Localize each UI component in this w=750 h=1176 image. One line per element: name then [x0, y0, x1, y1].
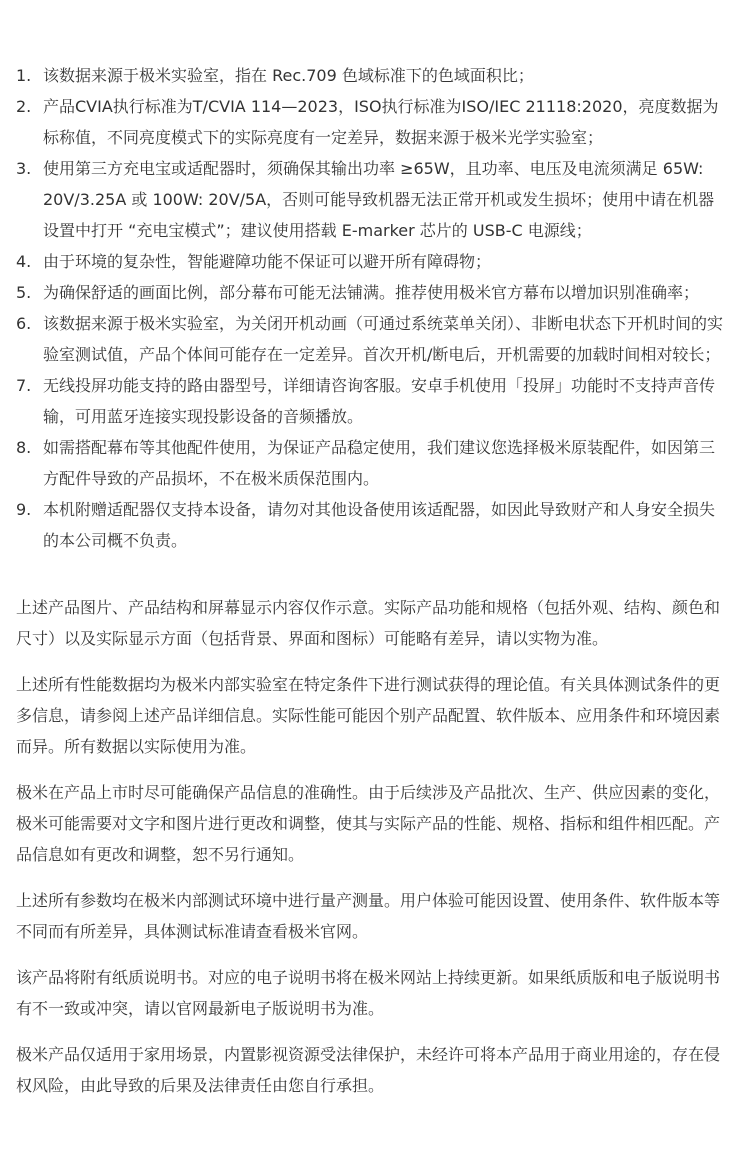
footnote-item	[16, 494, 728, 556]
footnote-text: 为确保舒适的画面比例，部分幕布可能无法铺满。推荐使用极米官方幕布以增加识别准确率；	[43, 283, 700, 302]
footnote-text: 产品CVIA执行标准为T/CVIA 114—2023，ISO执行标准为ISO/IEC 21118:2020，亮度数据为标称值，不同亮度模式下的实际亮度有一定差异，数据来源于极米光学实验室；	[43, 97, 719, 147]
footnote-item	[16, 277, 728, 308]
footnote-text: 如需搭配幕布等其他配件使用，为保证产品稳定使用，我们建议您选择极米原装配件，如因第三方配件导致的产品损坏，不在极米质保范围内。	[43, 438, 716, 488]
disclaimer-paragraph: 上述所有性能数据均为极米内部实验室在特定条件下进行测试获得的理论值。有关具体测试条件的更多信息，请参阅上述产品详细信息。实际性能可能因个别产品配置、软件版本、应用条件和环境因素而异。所有数据以实际使用为准。	[16, 675, 721, 756]
footnote-number: 8.	[16, 438, 32, 457]
footnote-number: 5.	[16, 283, 32, 302]
footnote-text: 该数据来源于极米实验室，指在 Rec.709 色域标准下的色域面积比；	[43, 66, 534, 85]
footnote-item	[16, 308, 728, 370]
footnote-number: 1.	[16, 66, 32, 85]
footnote-number: 2.	[16, 97, 32, 116]
disclaimer-paragraph: 上述产品图片、产品结构和屏幕显示内容仅作示意。实际产品功能和规格（包括外观、结构、颜色和尺寸）以及实际显示方面（包括背景、界面和图标）可能略有差异，请以实物为准。	[16, 598, 721, 648]
disclaimer-paragraph: 极米在产品上市时尽可能确保产品信息的准确性。由于后续涉及产品批次、生产、供应因素的变化，极米可能需要对文字和图片进行更改和调整，使其与实际产品的性能、规格、指标和组件相匹配。产品信息如有更改和调整，恕不另行通知。	[16, 783, 721, 864]
disclaimer-paragraph: 上述所有参数均在极米内部测试环境中进行量产测量。用户体验可能因设置、使用条件、软件版本等不同而有所差异，具体测试标准请查看极米官网。	[16, 891, 721, 941]
footnote-number: 9.	[16, 500, 32, 519]
footnote-text: 本机附赠适配器仅支持本设备，请勿对其他设备使用该适配器，如因此导致财产和人身安全损失的本公司概不负责。	[43, 500, 716, 550]
footnote-item	[16, 60, 728, 91]
footnote-number: 6.	[16, 314, 32, 333]
disclaimer-paragraph: 极米产品仅适用于家用场景，内置影视资源受法律保护，未经许可将本产品用于商业用途的，存在侵权风险，由此导致的后果及法律责任由您自行承担。	[16, 1045, 721, 1095]
footnote-number: 7.	[16, 376, 32, 395]
footnote-item	[16, 246, 728, 277]
footnote-text: 由于环境的复杂性，智能避障功能不保证可以避开所有障碍物；	[43, 252, 492, 271]
footnote-item	[16, 432, 728, 494]
footnote-text: 使用第三方充电宝或适配器时，须确保其输出功率 ≥65W，且功率、电压及电流须满足 65W: 20V/3.25A 或 100W: 20V/5A，否则可能导致机器无法正常开机或发生损坏；使用中请在机器设置中打开 “充电宝模式”；建议使用搭载 E-marker 芯片的 USB-C 电源线；	[43, 159, 715, 240]
footnote-text: 该数据来源于极米实验室，为关闭开机动画（可通过系统菜单关闭）、非断电状态下开机时间的实验室测试值，产品个体间可能存在一定差异。首次开机/断电后，开机需要的加载时间相对较长；	[43, 314, 724, 364]
disclaimer-paragraph: 该产品将附有纸质说明书。对应的电子说明书将在极米网站上持续更新。如果纸质版和电子版说明书有不一致或冲突，请以官网最新电子版说明书为准。	[16, 968, 721, 1018]
footnote-number: 4.	[16, 252, 32, 271]
footnote-number: 3.	[16, 159, 32, 178]
disclaimer-section	[16, 592, 728, 1101]
footnote-text: 无线投屏功能支持的路由器型号，详细请咨询客服。安卓手机使用「投屏」功能时不支持声音传输，可用蓝牙连接实现投影设备的音频播放。	[43, 376, 716, 426]
footnote-item	[16, 153, 728, 246]
footnote-item	[16, 91, 728, 153]
footnote-item	[16, 370, 728, 432]
footnote-list	[16, 60, 728, 556]
